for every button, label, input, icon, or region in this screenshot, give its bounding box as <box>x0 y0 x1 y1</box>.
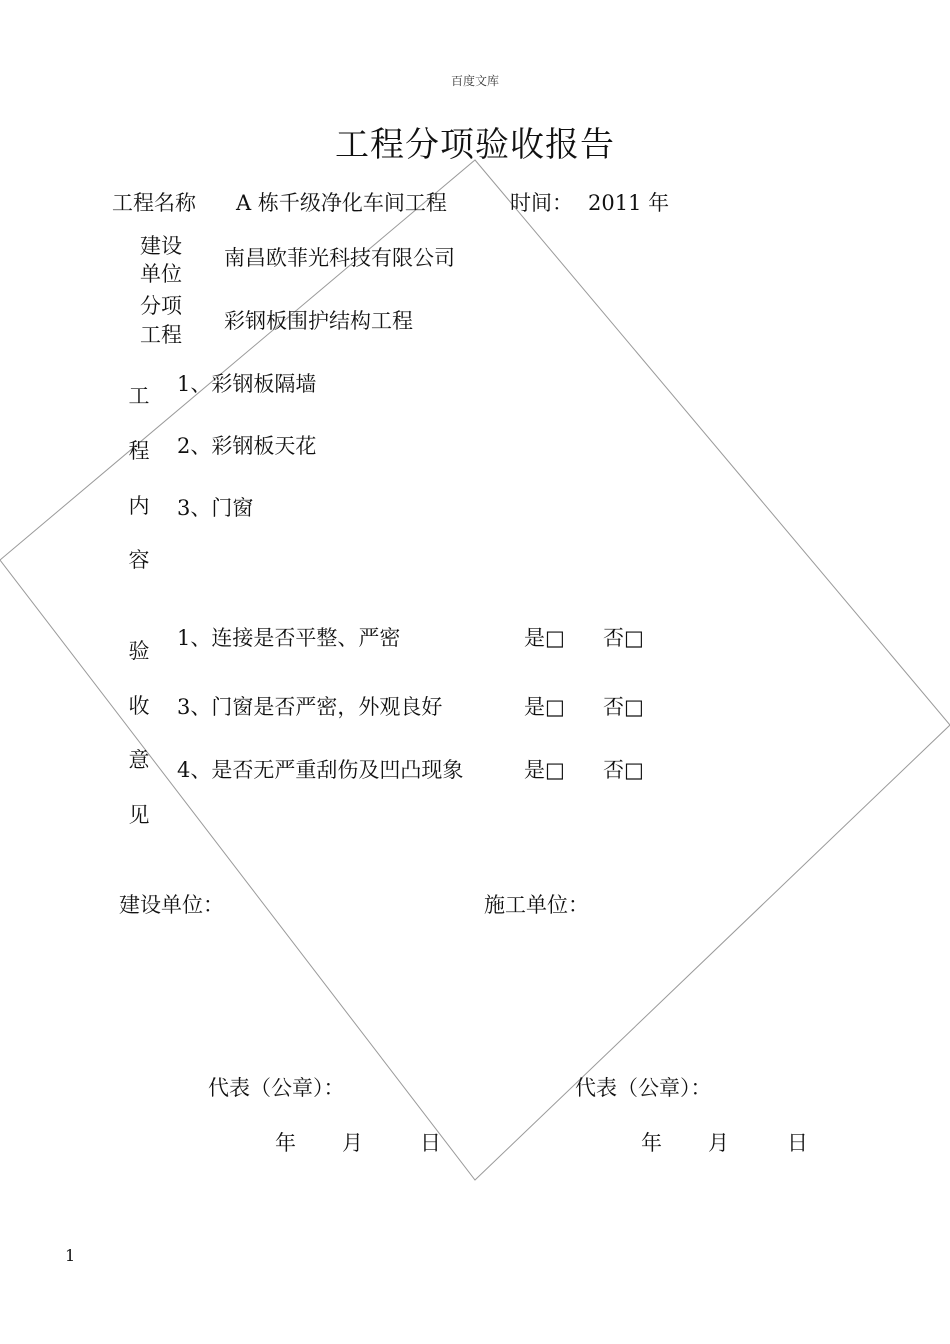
page-number: 1 <box>65 1246 76 1265</box>
acceptance-item-text: 4、是否无严重刮伤及凹凸现象 <box>177 758 464 782</box>
contractor-date-year: 年 <box>641 1131 662 1155</box>
acceptance-yes-checkbox[interactable]: 是□ <box>524 695 565 719</box>
time-value: 2011 年 <box>588 191 670 215</box>
owner-date-month: 月 <box>342 1131 363 1155</box>
page-title: 工程分项验收报告 <box>335 125 615 165</box>
acceptance-yes-checkbox[interactable]: 是□ <box>524 626 565 650</box>
owner-date-year: 年 <box>275 1131 296 1155</box>
page-header: 百度文库 <box>450 74 499 88</box>
content-label-char: 程 <box>128 439 150 463</box>
content-label-char: 容 <box>128 548 150 572</box>
subproject-value: 彩钢板围护结构工程 <box>224 309 413 333</box>
contractor-rep-label: 代表（公章）： <box>575 1076 712 1100</box>
owner-label-line1: 建设 <box>140 234 182 258</box>
owner-date-day: 日 <box>420 1131 441 1155</box>
owner-value: 南昌欧菲光科技有限公司 <box>224 246 455 270</box>
contractor-unit-label: 施工单位： <box>484 893 589 917</box>
acceptance-label-char: 见 <box>128 803 150 827</box>
content-item: 3、门窗 <box>177 496 254 520</box>
subproject-label-line1: 分项 <box>140 294 182 318</box>
content-item: 2、彩钢板天花 <box>177 434 317 458</box>
content-label-char: 内 <box>128 494 150 518</box>
acceptance-label-char: 验 <box>128 639 150 663</box>
contractor-date-day: 日 <box>787 1131 808 1155</box>
subproject-label-line2: 工程 <box>140 323 182 347</box>
acceptance-item-text: 3、门窗是否严密，外观良好 <box>177 695 443 719</box>
acceptance-no-checkbox[interactable]: 否□ <box>603 626 644 650</box>
owner-rep-label: 代表（公章）： <box>208 1076 345 1100</box>
contractor-date-month: 月 <box>708 1131 729 1155</box>
acceptance-item-text: 1、连接是否平整、严密 <box>177 626 401 650</box>
acceptance-label-char: 收 <box>128 694 150 718</box>
project-name-label: 工程名称 <box>112 191 196 215</box>
owner-unit-label: 建设单位： <box>119 893 224 917</box>
content-item: 1、彩钢板隔墙 <box>177 372 317 396</box>
time-label: 时间： <box>510 191 573 215</box>
acceptance-no-checkbox[interactable]: 否□ <box>603 695 644 719</box>
owner-label-line2: 单位 <box>140 262 182 286</box>
content-label-char: 工 <box>128 384 150 408</box>
acceptance-yes-checkbox[interactable]: 是□ <box>524 758 565 782</box>
project-name-value: A 栋千级净化车间工程 <box>236 191 447 215</box>
acceptance-label-char: 意 <box>128 748 150 772</box>
acceptance-no-checkbox[interactable]: 否□ <box>603 758 644 782</box>
